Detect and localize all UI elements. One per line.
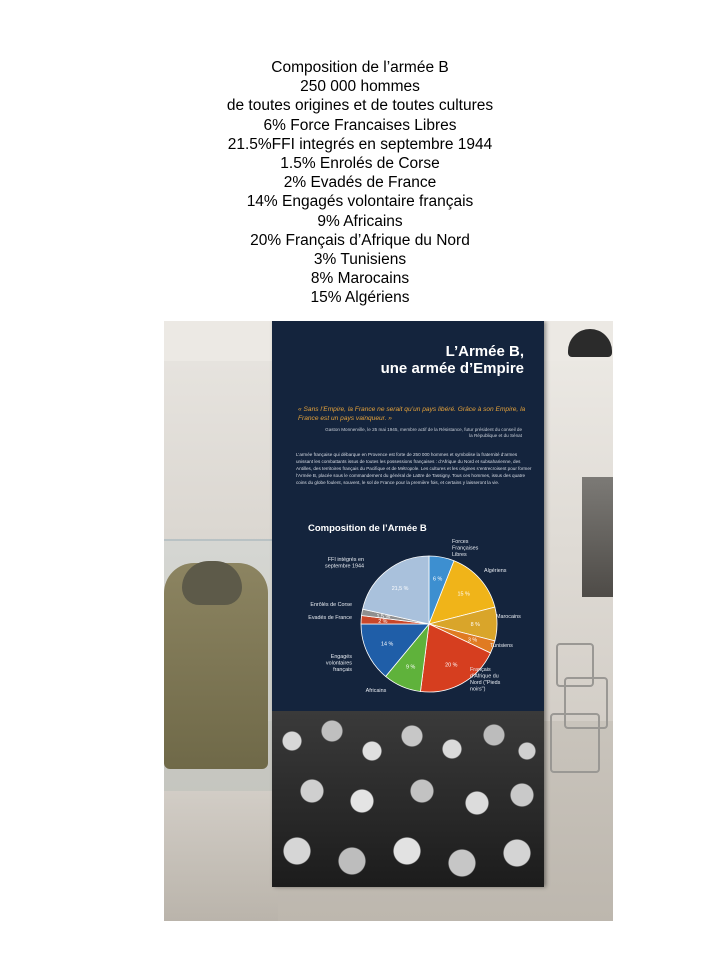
caption-line: 1.5% Enrolés de Corse [280,155,440,173]
banner-title-line: une armée d’Empire [380,360,524,377]
pie-slice-percent: 15 % [457,591,470,598]
pie-slice-label: Africains [365,688,387,694]
pie-chart-title: Composition de l’Armée B [308,523,427,534]
banner-body-text: L’armée française qui débarque en Provence est forte de 250 000 hommes et symbolise la fraternité d’armes unissant les combattants issus de toutes les possessions françaises : d’Afrique du Nord et subsaharienne, des Antilles, des territoires français du Pacifique et de Métropole. Les cultures et les origines s’entrecroisent pour former l’Armée B, placée sous le commandement du général de Lattre de Tassigny. Tous ces hommes, issus des quatre coins du globe foulent, souvent, le sol de France pour la première fois, et certains y laisseront la vie. [296,452,532,485]
caption-line: 250 000 hommes [300,78,420,96]
pie-slice-label: Engagés volontaires français [325,654,352,673]
caption-line: 6% Force Francaises Libres [263,116,457,134]
banner-attribution: Gaston Monnerville, le 25 mai 1945, membre actif de la Résistance, futur président du conseil de la République et du Sénat [325,427,522,438]
caption-line: 9% Africains [317,212,403,230]
museum-photo [164,321,613,921]
pie-slice-label: Algériens [484,568,507,574]
coat-collar [182,561,242,605]
caption-block [0,58,720,308]
pie-slice-label: Evadés de France [308,615,352,621]
wall-photograph [582,477,613,597]
pie-slice-label: FFI intégrés en septembre 1944 [325,557,364,570]
pie-slice-percent: 2 % [378,619,388,626]
pie-slice-label: Français d’Afrique du Nord ("Pieds noirs") [470,667,501,693]
pie-slice-label: Tunisiens [490,643,513,649]
pie-slice-percent: 21,5 % [391,585,409,592]
banner-quote: « Sans l’Empire, la France ne serait qu’un pays libéré. Grâce à son Empire, la France est un pays vainqueur. » [298,406,526,422]
caption-line: 15% Algériens [310,289,410,307]
caption-line: 3% Tunisiens [313,251,407,269]
caption-line: 2% Evadés de France [283,174,437,192]
exhibition-banner [272,321,544,887]
crowd-photograph [272,711,544,887]
display-case-base [164,791,278,921]
folding-chair [550,713,600,773]
caption-line: 20% Français d’Afrique du Nord [250,231,470,249]
pie-slice-label: Marocains [496,614,521,620]
pie-slice-label: Forces Françaises Libres [452,539,479,558]
pie-slice-percent: 6 % [433,576,443,583]
caption-line: de toutes origines et de toutes cultures [226,97,494,115]
pie-slice-percent: 14 % [381,641,394,648]
pie-chart [272,321,544,721]
caption-line: 14% Engagés volontaire français [246,193,474,211]
caption-line: Composition de l’armée B [271,59,449,76]
pie-slice-percent: 8 % [470,622,480,628]
pie-slice-percent: 9 % [405,664,416,671]
caption-line: 8% Marocains [310,270,410,288]
pie-slice-label: Enrôlés de Corse [310,602,352,608]
pie-slice-percent: 20 % [445,662,458,669]
pie-slice-percent: 3 % [467,637,478,644]
pie-slice-percent: 1,5 % [376,614,391,621]
caption-line: 21.5%FFI integrés en septembre 1944 [227,135,493,153]
banner-title-line: L’Armée B, [445,343,524,360]
